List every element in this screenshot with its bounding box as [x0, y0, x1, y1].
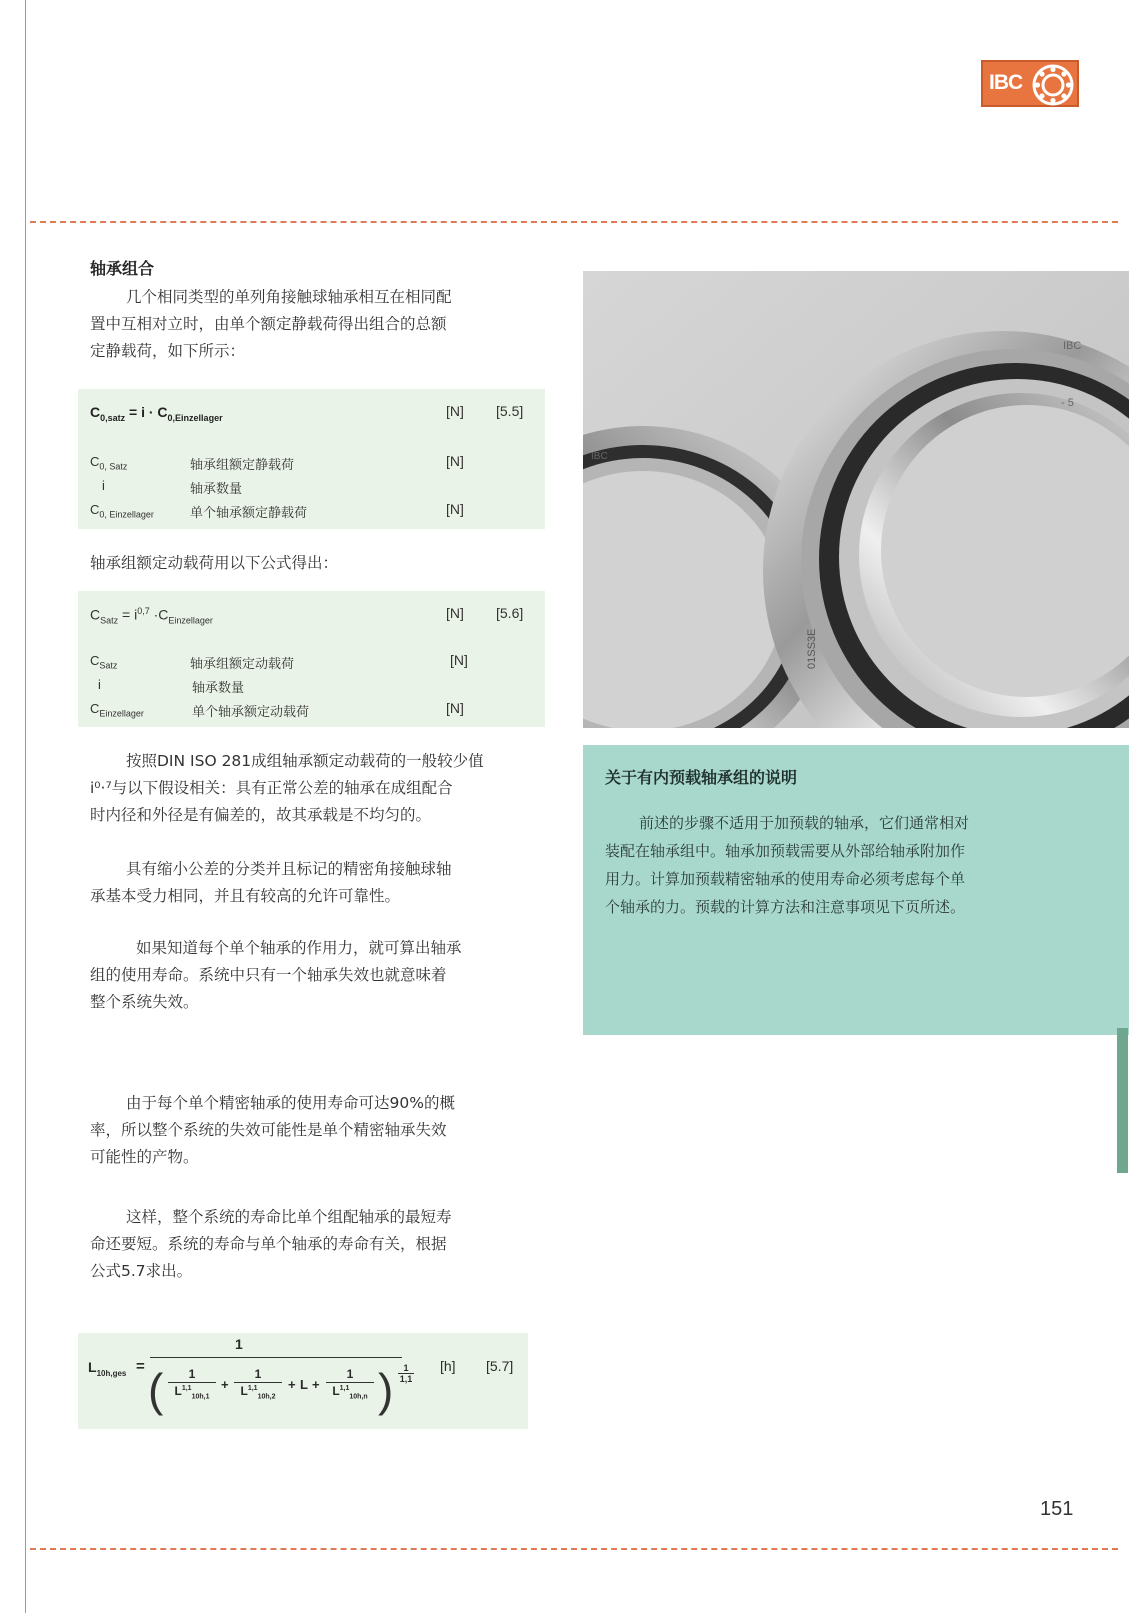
- photo-label: IBC: [591, 451, 608, 462]
- formula-unit: [N]: [446, 605, 464, 621]
- paragraph-line: 时内径和外径是有偏差的，故其承载是不均匀的。: [90, 806, 432, 824]
- note-title: 关于有内预载轴承组的说明: [605, 768, 798, 787]
- symbol-description: 轴承数量: [190, 482, 243, 497]
- dynamic-intro: 轴承组额定动载荷用以下公式得出：: [90, 554, 339, 572]
- formula-main: $C_{Satz} = i^{0,7} \cdot C_{Einzellager}$: [90, 606, 213, 626]
- paragraph-line: 命还要短。系统的寿命与单个轴承的寿命有关，根据: [90, 1235, 447, 1253]
- paragraph-line: 具有缩小公差的分类并且标记的精密角接触球轴: [126, 860, 452, 878]
- formula-unit: [h]: [440, 1358, 456, 1374]
- logo-text: IBC: [989, 71, 1023, 94]
- formula-lhs: $L_{10h,ges}$: [88, 1359, 127, 1378]
- paragraph-line: 由于每个单个精密轴承的使用寿命可达90%的概: [126, 1094, 455, 1112]
- photo-label: - 5: [1061, 397, 1074, 409]
- plus-sign: +: [312, 1377, 320, 1392]
- formula-numerator: 1: [235, 1336, 243, 1352]
- body-paragraph: [90, 1204, 530, 1285]
- symbol-description: 单个轴承额定动载荷: [192, 705, 310, 720]
- symbol-unit: [N]: [446, 453, 464, 469]
- symbol-description: 轴承数量: [192, 681, 245, 696]
- note-line: 个轴承的力。预载的计算方法和注意事项见下页所述。: [605, 898, 966, 916]
- page-number: 151: [1040, 1498, 1074, 1520]
- formula-ellipsis: L: [300, 1377, 308, 1392]
- symbol-unit: [N]: [446, 700, 464, 716]
- equation-number: [5.5]: [496, 403, 524, 419]
- body-paragraph: [90, 748, 530, 829]
- paragraph-line: 可能性的产物。: [90, 1148, 199, 1166]
- body-paragraph: [90, 1090, 530, 1171]
- note-line: 装配在轴承组中。轴承加预载需要从外部给轴承附加作: [605, 842, 966, 860]
- formula-unit: [N]: [446, 403, 464, 419]
- ibc-logo: [981, 60, 1079, 107]
- section-heading: 轴承组合: [90, 259, 155, 278]
- symbol: i: [102, 478, 105, 493]
- paragraph-line: 公式5.7求出。: [90, 1262, 193, 1280]
- side-accent-bar: [1117, 1028, 1128, 1173]
- page-edge-line: [25, 0, 26, 1613]
- symbol-description: 单个轴承额定静载荷: [190, 506, 308, 521]
- fraction-bar: [150, 1357, 402, 1358]
- paragraph-line: 整个系统失效。: [90, 993, 199, 1011]
- outer-exponent: 1 1,1: [399, 1363, 413, 1384]
- equation-number: [5.7]: [486, 1358, 514, 1374]
- symbol-description: 轴承组额定静载荷: [190, 458, 295, 473]
- note-body: [605, 809, 1105, 921]
- paragraph-line: 率，所以整个系统的失效可能性是单个精密轴承失效: [90, 1121, 447, 1139]
- formula-main: $C_{0,satz} = i \cdot C_{0,Einzellager}$: [90, 404, 223, 423]
- photo-label: IBC: [1063, 340, 1082, 352]
- note-line: 前述的步骤不适用于加预载的轴承，它们通常相对: [639, 814, 970, 832]
- body-paragraph: [90, 935, 530, 1016]
- bearing-photo: [583, 271, 1129, 728]
- note-box: [583, 745, 1129, 1035]
- formula-box-dynamic: [78, 591, 545, 727]
- term-2: 1 L$^{1,1}_{10h,2}$: [230, 1367, 286, 1400]
- paragraph-line: 组的使用寿命。系统中只有一个轴承失效也就意味着: [90, 966, 447, 984]
- symbol-description: 轴承组额定动载荷: [190, 657, 295, 672]
- right-paren: ): [378, 1364, 394, 1416]
- paragraph-line: 如果知道每个单个轴承的作用力，就可算出轴承: [136, 939, 462, 957]
- bearing-photo-illustration: [583, 271, 1129, 728]
- bearing-logo-icon: [1029, 64, 1077, 106]
- plus-sign: +: [288, 1377, 296, 1392]
- intro-paragraph: [90, 284, 530, 365]
- formula-equals: =: [136, 1358, 145, 1375]
- paragraph-line: 这样，整个系统的寿命比单个组配轴承的最短寿: [126, 1208, 452, 1226]
- term-n: 1 L$^{1,1}_{10h,n}$: [322, 1367, 378, 1400]
- left-paren: (: [148, 1364, 164, 1416]
- paragraph-line: 按照DIN ISO 281成组轴承额定动载荷的一般较少值: [126, 752, 484, 770]
- paragraph-line: 承基本受力相同，并且有较高的允许可靠性。: [90, 887, 401, 905]
- symbol: $C_{Einzellager}$: [90, 701, 144, 719]
- term-1: 1 L$^{1,1}_{10h,1}$: [164, 1367, 220, 1400]
- symbol: $C_{0, Satz}$: [90, 454, 128, 472]
- symbol-unit: [N]: [446, 501, 464, 517]
- equation-number: [5.6]: [496, 605, 524, 621]
- bottom-divider: [30, 1548, 1118, 1550]
- formula-box-life: [78, 1333, 528, 1429]
- note-line: 用力。计算加预载精密轴承的使用寿命必须考虑每个单: [605, 870, 966, 888]
- symbol-unit: [N]: [450, 652, 468, 668]
- intro-line: 定静载荷，如下所示：: [90, 342, 246, 360]
- intro-line: 几个相同类型的单列角接触球轴承相互在相同配: [126, 288, 452, 306]
- symbol: $C_{Satz}$: [90, 653, 118, 671]
- photo-label: 01SS3E: [806, 628, 818, 669]
- symbol: $C_{0, Einzellager}$: [90, 502, 154, 520]
- symbol: i: [98, 677, 101, 692]
- paragraph-line: i⁰·⁷与以下假设相关：具有正常公差的轴承在成组配合: [90, 779, 453, 797]
- body-paragraph: [90, 856, 530, 910]
- top-divider: [30, 221, 1118, 223]
- formula-box-static: [78, 389, 545, 529]
- intro-line: 置中互相对立时，由单个额定静载荷得出组合的总额: [90, 315, 447, 333]
- plus-sign: +: [221, 1377, 229, 1392]
